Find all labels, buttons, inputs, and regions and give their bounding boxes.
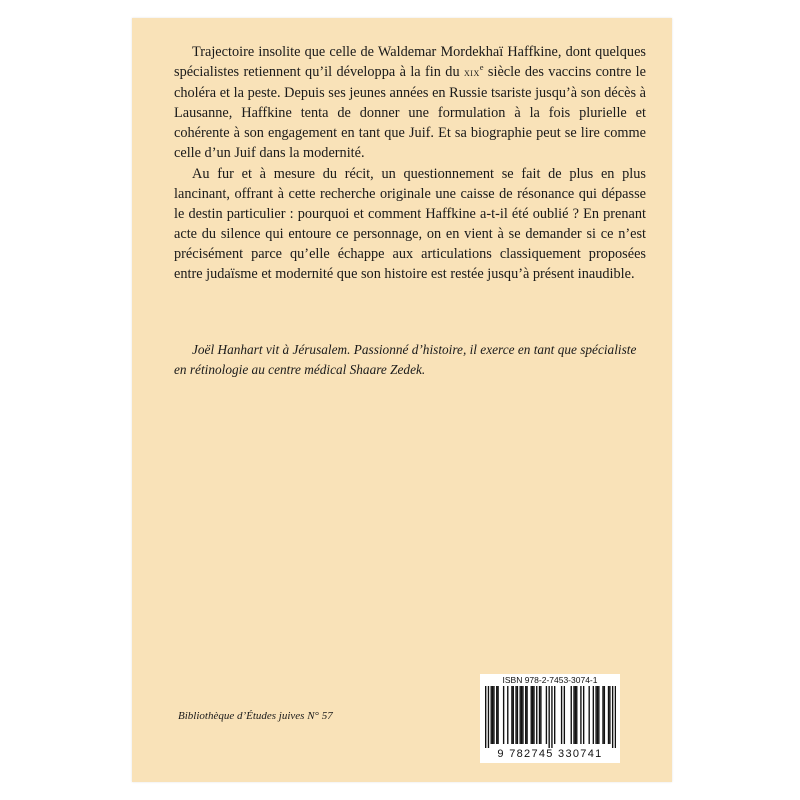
barcode-bars <box>484 686 616 748</box>
barcode-bar <box>496 686 497 744</box>
blurb-text <box>174 42 646 284</box>
barcode-bar <box>539 686 540 744</box>
barcode-bar <box>491 686 492 744</box>
barcode-bar <box>595 686 596 744</box>
isbn-barcode <box>480 674 620 763</box>
barcode-bar <box>493 686 494 744</box>
barcode-bar <box>612 686 613 748</box>
blurb-p1-end: siècle des vaccins contre le choléra et la peste. Depuis ses jeunes années en Russie tsariste jusqu’à son décès à Lausanne, Haffkine tenta de donner une formulation à la fois plurielle et cohérente à son engagement en tant que Juif. Et sa biographie peut se lire comme celle d’un Juif dans la modernité. <box>174 64 646 162</box>
barcode-bar <box>515 686 516 744</box>
barcode-bar <box>609 686 610 744</box>
barcode-bar <box>583 686 584 744</box>
barcode-bar <box>522 686 523 744</box>
barcode-bar <box>561 686 562 744</box>
ean-digits: 9 782745 330741 <box>497 748 603 760</box>
barcode-bar <box>575 686 576 744</box>
blurb-p1-start: Trajectoire insolite que celle de Waldemar Mordekhaï Haffkine, dont quelques spécialistes retiennent qu’il développa à la fin du <box>174 44 646 81</box>
century-superscript: e <box>479 62 484 73</box>
barcode-bar <box>554 686 555 744</box>
barcode-bar <box>492 686 493 744</box>
barcode-bar <box>573 686 574 744</box>
barcode-bar <box>507 686 508 744</box>
barcode-bar <box>615 686 616 748</box>
barcode-bar <box>576 686 577 744</box>
barcode-bar <box>546 686 547 744</box>
series-label: Bibliothèque d’Études juives N° 57 <box>178 710 333 722</box>
barcode-bar <box>533 686 534 744</box>
barcode-bar <box>604 686 605 744</box>
barcode-bar <box>536 686 537 744</box>
barcode-bar <box>531 686 532 744</box>
barcode-bar <box>503 686 504 744</box>
blurb-paragraph-1 <box>174 42 646 164</box>
barcode-bar <box>602 686 603 744</box>
barcode-bar <box>511 686 512 744</box>
blurb-paragraph-2: Au fur et à mesure du récit, un questionnement se fait de plus en plus lancinant, offrant à cette recherche originale une caisse de résonance qui dépasse le destin particulier : pourquoi et comment Haffkine a-t-il été oublié ? En prenant acte du silence qui entoure ce personnage, on en vient à se demander si ce n’est précisément parce qu’elle échappe aux articulations classiquement proposées entre judaïsme et modernité que son histoire est restée jusqu’à présent inaudible. <box>174 165 646 283</box>
barcode-bar <box>525 686 526 744</box>
barcode-bar <box>497 686 498 744</box>
barcode-bar <box>488 686 489 748</box>
barcode-bar <box>548 686 549 748</box>
barcode-bar <box>540 686 541 744</box>
barcode-bar <box>608 686 609 744</box>
back-cover <box>132 18 672 782</box>
barcode-bar <box>598 686 599 744</box>
barcode-bar <box>513 686 514 744</box>
barcode-bar <box>593 686 594 744</box>
barcode-bar <box>526 686 527 744</box>
century-numeral: xix <box>464 66 480 80</box>
barcode-bar <box>521 686 522 744</box>
barcode-bar <box>580 686 581 744</box>
barcode-bar <box>589 686 590 744</box>
barcode-bar <box>517 686 518 744</box>
barcode-bar <box>597 686 598 744</box>
barcode-bar <box>551 686 552 748</box>
barcode-bar <box>571 686 572 744</box>
barcode-bar <box>532 686 533 744</box>
author-note: Joël Hanhart vit à Jérusalem. Passionné d’histoire, il exerce en tant que spécialiste en rétinologie au centre médical Shaare Zedek. <box>174 342 637 378</box>
barcode-bar <box>485 686 486 748</box>
isbn-label: ISBN 978-2-7453-3074-1 <box>502 675 598 685</box>
barcode-bar <box>564 686 565 744</box>
barcode-bar <box>520 686 521 744</box>
